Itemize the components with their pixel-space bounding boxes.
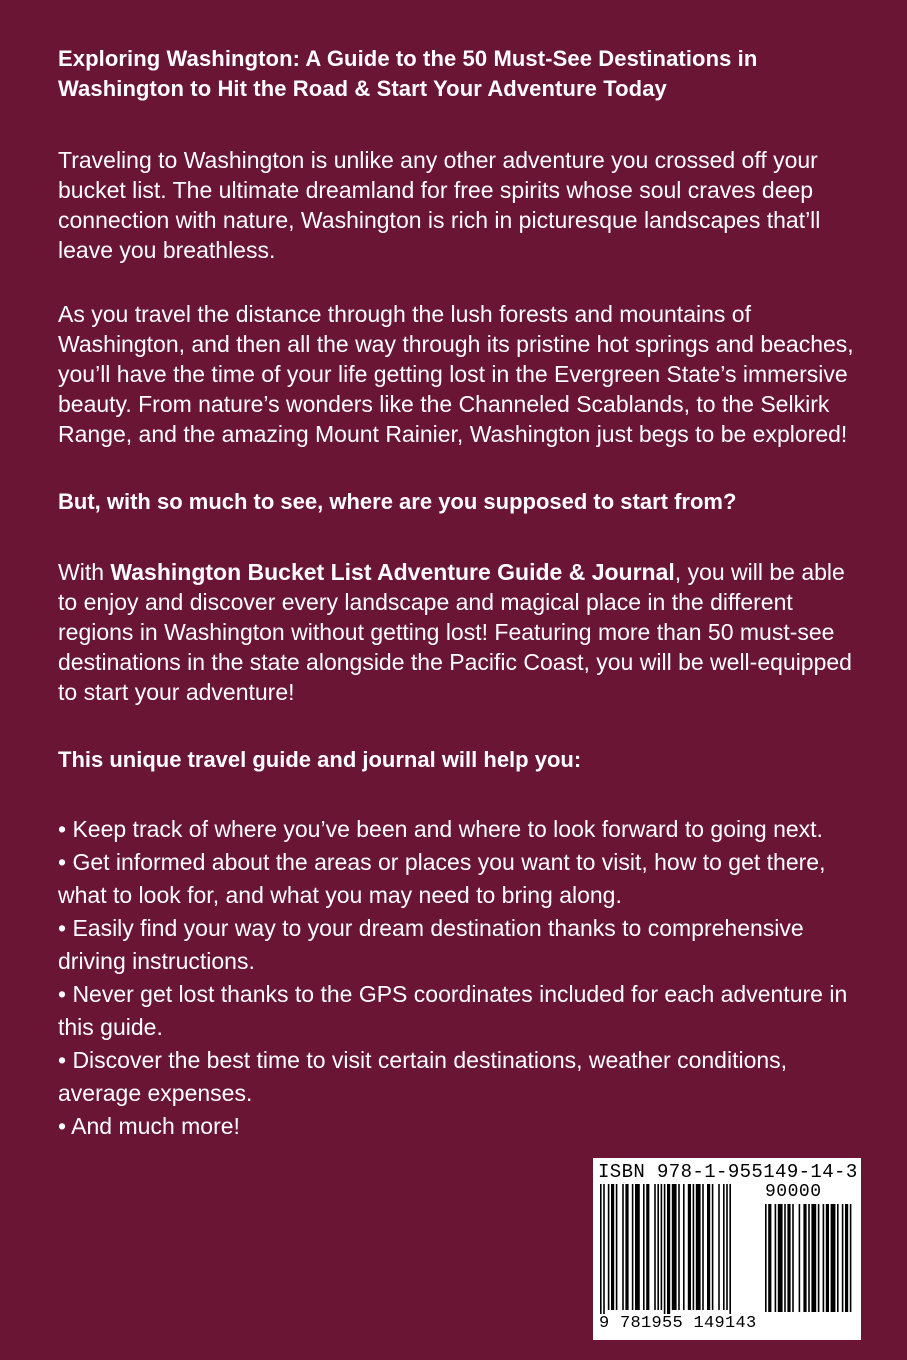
barcode-bar — [845, 1204, 848, 1312]
barcode-bar — [837, 1204, 839, 1312]
addon-code: 90000 — [765, 1182, 822, 1202]
barcode-bar — [792, 1204, 794, 1312]
barcode-bar — [625, 1184, 628, 1310]
ean-digits: 9 781955 149143 — [599, 1314, 757, 1333]
barcode-bar — [823, 1204, 825, 1312]
benefit-list — [58, 813, 858, 1143]
barcode-bar — [696, 1184, 701, 1310]
second-paragraph: As you travel the distance through the lush forests and mountains of Washington, and then all the way through its pristine hot springs and beaches, you’ll have the time of your life getting lost in the Evergreen State’s immersive beauty. From nature’s wonders like the Channeled Scablands, to the Selkirk Range, and the amazing Mount Rainier, Washington just begs to be explored! — [58, 301, 854, 447]
isbn-barcode — [593, 1158, 861, 1340]
barcode-bar — [646, 1184, 649, 1310]
barcode-bar — [616, 1184, 618, 1310]
barcode-bar — [611, 1184, 614, 1310]
barcode-bar — [842, 1204, 844, 1312]
question-heading: But, with so much to see, where are you supposed to start from? — [58, 489, 737, 514]
barcode-bar — [808, 1204, 810, 1312]
barcode-bar — [622, 1184, 624, 1310]
barcode-bar — [632, 1184, 634, 1310]
list-item: • Discover the best time to visit certain destinations, weather conditions, average expenses. — [58, 1047, 788, 1106]
barcode-bar — [678, 1184, 680, 1310]
barcode-bar — [672, 1184, 677, 1310]
barcode-bar — [657, 1184, 659, 1310]
barcode-bar — [712, 1184, 714, 1310]
barcode-bar — [643, 1184, 645, 1310]
list-item: • Keep track of where you’ve been and where to look forward to going next. — [58, 816, 823, 842]
third-paragraph — [58, 557, 858, 707]
barcode-bar — [688, 1184, 691, 1310]
list-heading: This unique travel guide and journal will help you: — [58, 747, 582, 772]
barcode-bar — [723, 1184, 725, 1310]
barcode-bar — [826, 1204, 829, 1312]
barcode-bar — [726, 1184, 728, 1310]
barcode-bar — [778, 1204, 783, 1312]
barcode-bar — [811, 1204, 816, 1312]
barcode-bar — [818, 1204, 820, 1312]
barcode-bar — [768, 1204, 771, 1312]
barcode-bar — [799, 1204, 801, 1312]
list-item: • Easily find your way to your dream destination thanks to comprehensive driving instructions. — [58, 915, 804, 974]
isbn-text: ISBN 978-1-955149-14-3 — [598, 1161, 858, 1183]
barcode-bar — [787, 1204, 790, 1312]
barcode-bar — [600, 1184, 602, 1318]
list-item: • Never get lost thanks to the GPS coordinates included for each adventure in this guide. — [58, 981, 848, 1040]
barcode-bar — [667, 1184, 670, 1318]
barcode-addon-bars — [765, 1204, 853, 1314]
intro-paragraph: Traveling to Washington is unlike any other adventure you crossed off your bucket list. The ultimate dreamland for free spirits whose soul craves deep connection with nature, Washington is rich in picturesque landscapes that’ll leave you breathless. — [58, 147, 821, 263]
book-name: Washington Bucket List Adventure Guide & Journal — [110, 559, 675, 585]
back-cover-text — [58, 44, 858, 1143]
barcode-bar — [603, 1184, 605, 1318]
barcode-bar — [707, 1184, 710, 1310]
barcode-bar — [803, 1204, 806, 1312]
barcode-bar — [765, 1204, 767, 1312]
barcode-bar — [784, 1204, 786, 1312]
third-paragraph-rest: , you will be able to enjoy and discover every landscape and magical place in the different regions in Washington without getting lost! Featuring more than 50 must-see destinations in the state alongside the Pacific Coast, you will be well-equipped to start your adventure! — [58, 559, 852, 705]
barcode-bar — [718, 1184, 720, 1310]
list-item: • Get informed about the areas or places you want to visit, how to get there, what to look for, and what you may need to bring along. — [58, 849, 826, 908]
barcode-bar — [850, 1204, 852, 1312]
barcode-main-bars — [600, 1184, 760, 1324]
barcode-bar — [683, 1184, 685, 1310]
list-item: • And much more! — [58, 1113, 240, 1139]
barcode-bar — [664, 1184, 666, 1318]
book-title: Exploring Washington: A Guide to the 50 Must-See Destinations in Washington to Hit the Road & Start Your Adventure Today — [58, 46, 758, 101]
barcode-bar — [635, 1184, 640, 1310]
barcode-bar — [608, 1184, 610, 1310]
barcode-bar — [693, 1184, 695, 1310]
barcode-bar — [702, 1184, 704, 1310]
barcode-bar — [654, 1184, 656, 1310]
barcode-bar — [775, 1204, 777, 1312]
barcode-bar — [831, 1204, 836, 1312]
third-paragraph-lead: With — [58, 559, 111, 585]
barcode-bar — [729, 1184, 731, 1318]
barcode-bar — [661, 1184, 663, 1310]
